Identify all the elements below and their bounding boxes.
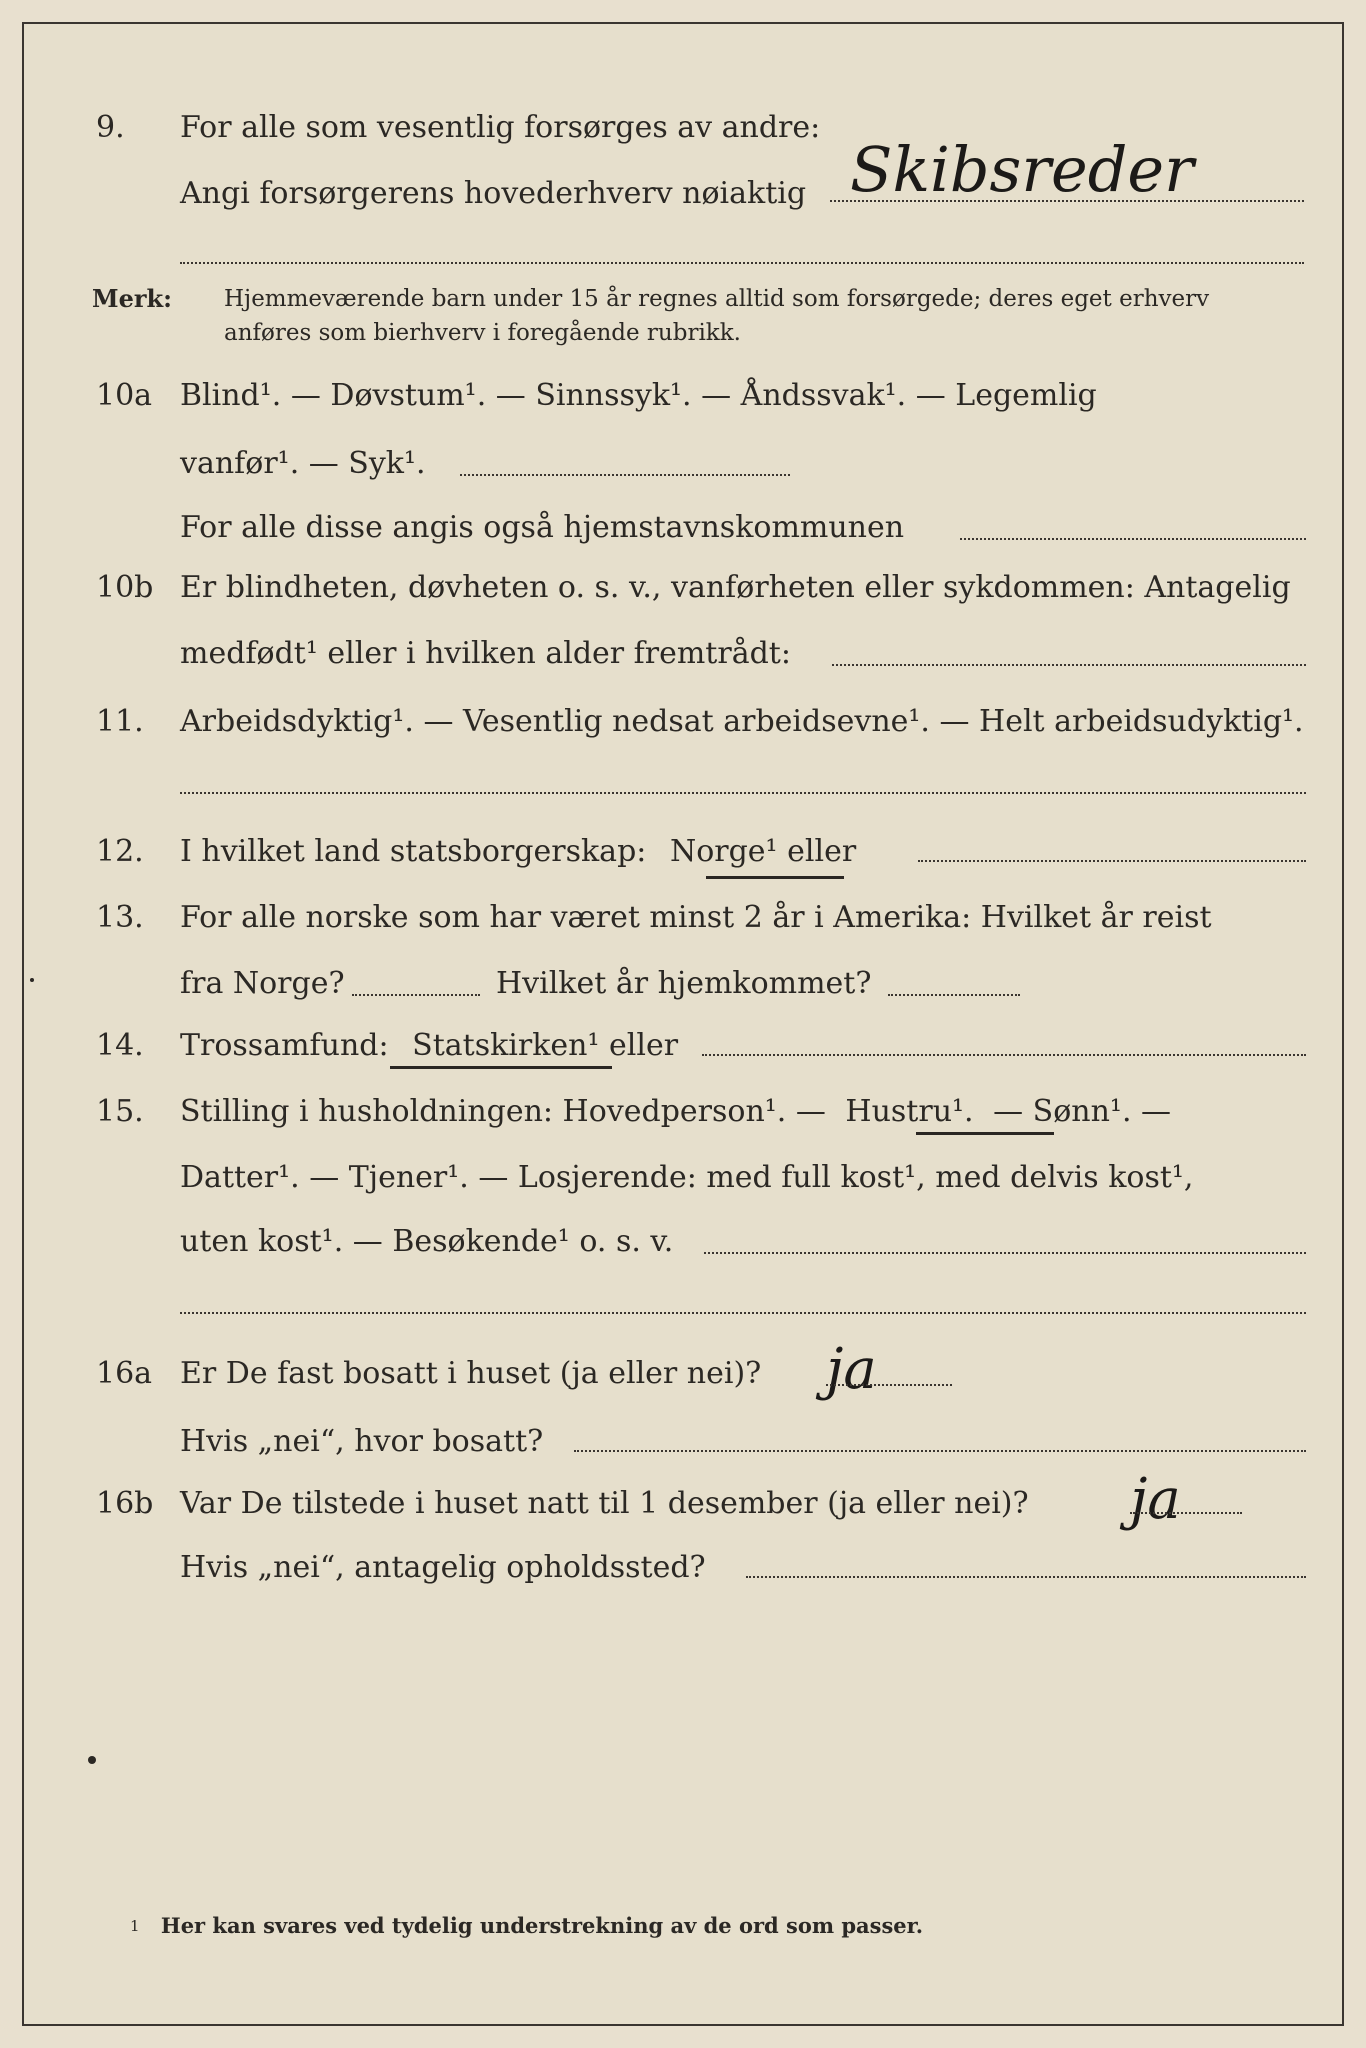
q15-extra-line[interactable] <box>180 1312 1306 1314</box>
q10a-text-3: For alle disse angis også hjemstavnskommunen <box>180 510 905 545</box>
q9-number: 9. <box>96 110 125 145</box>
q14-statskirken-option[interactable]: Statskirken¹ <box>412 1028 600 1063</box>
q16a-text-2: Hvis „nei“, hvor bosatt? <box>180 1424 544 1459</box>
q15-prefix: Stilling i husholdningen: Hovedperson¹. — <box>180 1094 826 1129</box>
q15-text-1 <box>180 1092 1171 1132</box>
q11-line1 <box>0 702 1366 742</box>
q15-text-2: Datter¹. — Tjener¹. — Losjerende: med full kost¹, med delvis kost¹, <box>180 1160 1194 1195</box>
q14-prefix: Trossamfund: <box>180 1028 389 1063</box>
merk-text-1: Hjemmeværende barn under 15 år regnes alltid som forsørgede; deres eget erhverv <box>224 286 1210 312</box>
q10a-line3 <box>0 508 1366 548</box>
q13-text-2a: fra Norge? <box>180 966 345 1001</box>
footnote <box>130 1912 923 1940</box>
q13-text-2b: Hvilket år hjemkommet? <box>496 966 872 1001</box>
q15-line2 <box>0 1158 1366 1198</box>
q15-line1 <box>0 1092 1366 1132</box>
q14-number: 14. <box>96 1028 144 1063</box>
q14-suffix: eller <box>609 1028 679 1063</box>
q12-norge-underline <box>706 876 844 879</box>
merk-text-2: anføres som bierhverv i foregående rubrikk. <box>224 320 741 346</box>
q15-answer-line[interactable] <box>704 1252 1306 1254</box>
q11-number: 11. <box>96 704 144 739</box>
q14-line1 <box>0 1026 1366 1066</box>
q12-norge-option[interactable]: Norge¹ <box>669 834 778 869</box>
q16b-opholdssted-line[interactable] <box>746 1576 1306 1578</box>
q12-prefix: I hvilket land statsborgerskap: <box>180 834 647 869</box>
q15-hustru-underline <box>916 1132 1054 1135</box>
q10a-hjemstavn-line[interactable] <box>960 538 1306 540</box>
q16b-line2 <box>0 1548 1366 1588</box>
q10a-syk-line[interactable] <box>460 474 790 476</box>
q13-reist-line[interactable] <box>352 994 480 996</box>
q14-statskirken-underline <box>390 1066 612 1069</box>
q9-answer-line[interactable] <box>830 200 1304 202</box>
q16a-text-1: Er De fast bosatt i huset (ja eller nei)? <box>180 1356 762 1391</box>
footnote-text: Her kan svares ved tydelig understrekning av de ord som passer. <box>160 1913 924 1938</box>
q15-line3 <box>0 1222 1366 1262</box>
q16a-handwritten-answer[interactable]: ja <box>826 1337 877 1402</box>
q16b-text-1: Var De tilstede i huset natt til 1 desember (ja eller nei)? <box>180 1486 1029 1521</box>
q10b-text-2: medfødt¹ eller i hvilken alder fremtrådt: <box>180 636 791 671</box>
q16a-answer-line[interactable] <box>826 1384 952 1386</box>
merk-note-2 <box>0 318 1366 358</box>
ink-speck <box>88 1756 96 1764</box>
q16a-line2 <box>0 1422 1366 1462</box>
q15-suffix: — Sønn¹. — <box>993 1094 1172 1129</box>
q16b-handwritten-answer[interactable]: ja <box>1130 1467 1181 1532</box>
q9-handwritten-answer[interactable]: Skibsreder <box>850 133 1194 206</box>
q10b-text-1: Er blindheten, døvheten o. s. v., vanførheten eller sykdommen: Antagelig <box>180 570 1291 605</box>
q16a-line1 <box>0 1354 1366 1394</box>
q12-suffix: eller <box>787 834 857 869</box>
q15-text-3: uten kost¹. — Besøkende¹ o. s. v. <box>180 1224 674 1259</box>
q10b-answer-line[interactable] <box>832 664 1306 666</box>
q10a-number: 10a <box>96 378 153 413</box>
q16b-answer-line[interactable] <box>1130 1512 1242 1514</box>
q10b-number: 10b <box>96 570 154 605</box>
q14-text <box>180 1026 678 1066</box>
q9-text-1: For alle som vesentlig forsørges av andre: <box>180 110 821 145</box>
merk-label: Merk: <box>92 284 172 313</box>
q16b-text-2: Hvis „nei“, antagelig opholdssted? <box>180 1550 706 1585</box>
q10a-line2 <box>0 444 1366 484</box>
q13-text-1: For alle norske som har været minst 2 år i Amerika: Hvilket år reist <box>180 900 1212 935</box>
q15-hustru-option[interactable]: Hustru¹. <box>845 1094 974 1129</box>
q16b-number: 16b <box>96 1486 154 1521</box>
q16a-bosatt-line[interactable] <box>574 1450 1306 1452</box>
q9-extra-line[interactable] <box>180 262 1304 264</box>
q10a-text-1: Blind¹. — Døvstum¹. — Sinnssyk¹. — Åndssvak¹. — Legemlig <box>180 378 1097 413</box>
q10a-text-2: vanfør¹. — Syk¹. <box>180 446 426 481</box>
q10b-line2 <box>0 634 1366 674</box>
q16a-number: 16a <box>96 1356 153 1391</box>
q13-hjemkommet-line[interactable] <box>888 994 1020 996</box>
q11-text-1: Arbeidsdyktig¹. — Vesentlig nedsat arbeidsevne¹. — Helt arbeidsudyktig¹. <box>180 704 1304 739</box>
q12-answer-line[interactable] <box>918 860 1306 862</box>
q12-line1 <box>0 832 1366 872</box>
q10a-line1 <box>0 376 1366 416</box>
q10b-line1 <box>0 568 1366 608</box>
q12-text <box>180 832 856 872</box>
q14-answer-line[interactable] <box>702 1054 1306 1056</box>
q13-number: 13. <box>96 900 144 935</box>
q13-line1 <box>0 898 1366 938</box>
q11-answer-line[interactable] <box>180 792 1306 794</box>
q15-number: 15. <box>96 1094 144 1129</box>
q13-line2 <box>0 964 1366 1004</box>
q12-number: 12. <box>96 834 144 869</box>
ink-speck <box>30 978 34 982</box>
q9-text-2: Angi forsørgerens hovederhverv nøiaktig <box>180 176 807 211</box>
footnote-mark: 1 <box>130 1917 140 1935</box>
